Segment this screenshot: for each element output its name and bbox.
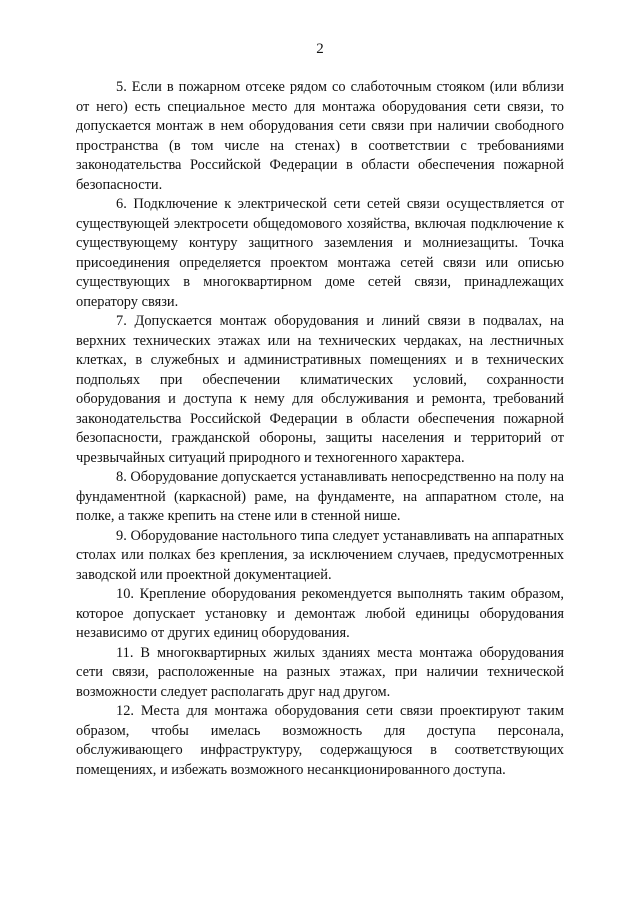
paragraph-10: 10. Крепление оборудования рекомендуется выполнять таким образом, которое допускает установку и демонтаж любой единицы оборудования независимо от других единиц оборудования. (76, 586, 564, 641)
paragraph-9: 9. Оборудование настольного типа следует устанавливать на аппаратных столах или полках без крепления, за исключением случаев, предусмотренных заводской или проектной документацией. (76, 527, 564, 583)
paragraph-12: 12. Места для монтажа оборудования сети связи проектируют таким образом, чтобы имелась возможность для доступа персонала, обслуживающего инфраструктуру, содержащуюся в соответствующих помещениях, и избежать возможного несанкционированного доступа. (76, 703, 564, 778)
paragraph-7: 7. Допускается монтаж оборудования и линий связи в подвалах, на верхних технических этажах или на технических чердаках, на лестничных клетках, в служебных и административных помещениях и в технических подпольях при обеспечении климатических условий, сохранности оборудования и доступа к нему для обслуживания и ремонта, требований законодательства Российской Федерации в области обеспечения пожарной безопасности, гражданской обороны, защиты населения и территорий от чрезвычайных ситуаций природного и техногенного характера. (76, 313, 564, 466)
paragraph-11: 11. В многоквартирных жилых зданиях места монтажа оборудования сети связи, расположенные на разных этажах, при наличии технической возможности следует располагать друг над другом. (76, 644, 564, 700)
document-body (76, 78, 564, 780)
paragraph-5: 5. Если в пожарном отсеке рядом со слаботочным стояком (или вблизи от него) есть специальное место для монтажа оборудования сети связи, то допускается монтаж в нем оборудования сети связи при наличии свободного пространства (в том числе на стенах) в соответствии с требованиями законодательства Российской Федерации в области обеспечения пожарной безопасности. (76, 79, 564, 193)
paragraph-8: 8. Оборудование допускается устанавливать непосредственно на полу на фундаментной (каркасной) раме, на фундаменте, на аппаратном столе, на полке, а также крепить на стене или в стенной нише. (76, 469, 564, 524)
paragraph-6: 6. Подключение к электрической сети сетей связи осуществляется от существующей электросети общедомового хозяйства, включая подключение к существующему контуру защитного заземления и молниезащиты. Точка присоединения определяется проектом монтажа сетей связи или описью существующих в многоквартирном доме сетей связи, принадлежащих оператору связи. (76, 196, 564, 310)
page-number: 2 (316, 41, 324, 57)
